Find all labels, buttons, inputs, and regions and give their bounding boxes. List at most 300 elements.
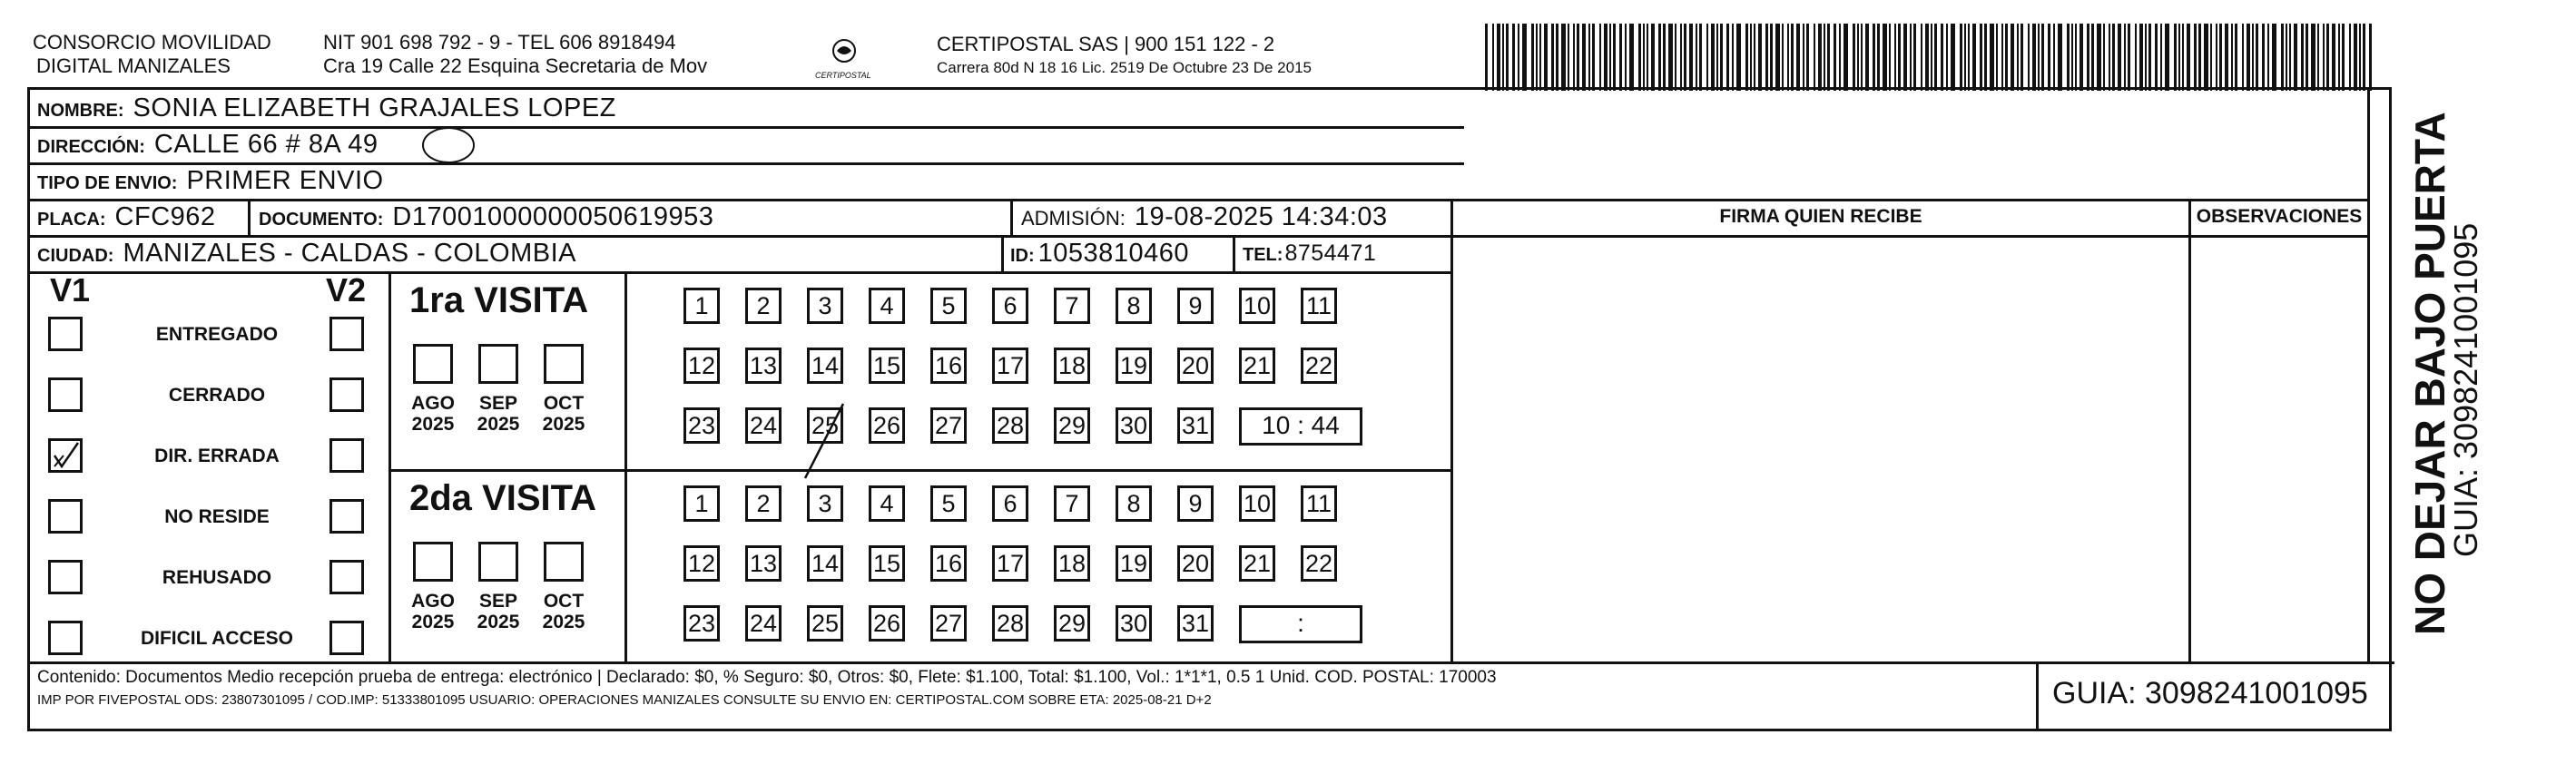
- documento-label: DOCUMENTO:: [259, 210, 384, 230]
- month-label: [404, 591, 462, 632]
- month-checkbox[interactable]: [544, 542, 584, 582]
- barcode-bar: [1531, 24, 1534, 91]
- barcode-bar: [1913, 24, 1916, 91]
- barcode-bar: [2067, 24, 2070, 91]
- barcode-bar: [2267, 24, 2269, 91]
- barcode-bar: [1647, 24, 1648, 91]
- barcode-bar: [2028, 24, 2030, 91]
- day-box[interactable]: 20: [1177, 348, 1214, 384]
- barcode-bar: [1711, 24, 1715, 91]
- barcode-bar: [1910, 24, 1912, 91]
- barcode-bar: [1582, 24, 1586, 91]
- month-label: [535, 393, 593, 435]
- barcode-bar: [1925, 24, 1929, 91]
- barcode-bar: [2252, 24, 2254, 91]
- barcode-bar: [1941, 24, 1943, 91]
- barcode-bar: [1551, 24, 1554, 91]
- day-box[interactable]: 27: [930, 407, 967, 444]
- barcode-bar: [2359, 24, 2361, 91]
- barcode-bar: [2301, 24, 2304, 91]
- barcode-bar: [1518, 24, 1519, 91]
- no-dejar-bajo-puerta-warning: NO DEJAR BAJO PUERTA: [2406, 112, 2453, 635]
- barcode-bar: [1824, 24, 1825, 91]
- barcode-bar: [2294, 24, 2297, 91]
- day-box[interactable]: 21: [1239, 545, 1275, 582]
- barcode-bar: [1497, 24, 1500, 91]
- col-divider: [2188, 199, 2191, 661]
- day-box[interactable]: 26: [869, 407, 905, 444]
- barcode-bar: [2160, 24, 2162, 91]
- barcode-bar: [1883, 24, 1887, 91]
- day-box[interactable]: 16: [930, 348, 967, 384]
- barcode-bar: [2323, 24, 2325, 91]
- month-year: 2025: [477, 612, 520, 632]
- row-divider: [30, 126, 1464, 129]
- barcode-bar: [2247, 24, 2250, 91]
- day-box[interactable]: 21: [1239, 348, 1275, 384]
- barcode-bar: [1796, 24, 1800, 91]
- month-year: 2025: [477, 414, 520, 435]
- row-divider: [30, 162, 1464, 165]
- barcode-bar: [2005, 24, 2008, 91]
- barcode-bar: [2071, 24, 2073, 91]
- barcode-bar: [1765, 24, 1768, 91]
- barcode-bar: [1803, 24, 1804, 91]
- barcode-bar: [2204, 24, 2208, 91]
- day-box[interactable]: 10: [1239, 288, 1275, 324]
- barcode-bar: [1663, 24, 1666, 91]
- v1-checkbox[interactable]: [48, 317, 83, 351]
- barcode-bar: [2124, 24, 2126, 91]
- barcode-bar: [1544, 24, 1548, 91]
- barcode-bar: [1972, 24, 1976, 91]
- courier-name: CERTIPOSTAL SAS | 900 151 122 - 2: [937, 33, 1275, 55]
- v1-label: V1: [50, 271, 91, 309]
- barcode-bar: [1787, 24, 1789, 91]
- visit-time-field[interactable]: 10 : 44: [1239, 407, 1362, 446]
- day-box[interactable]: 24: [745, 407, 782, 444]
- month-checkbox[interactable]: [413, 542, 453, 582]
- barcode-bar: [2174, 24, 2177, 91]
- day-box[interactable]: 11: [1301, 288, 1337, 324]
- month-checkbox[interactable]: [413, 344, 453, 384]
- barcode-bar: [1898, 24, 1901, 91]
- id-value: 1053810460: [1037, 239, 1189, 268]
- tel-value: 8754471: [1284, 240, 1377, 266]
- documento-field: [259, 202, 713, 232]
- observaciones-header: OBSERVACIONES: [2196, 206, 2363, 227]
- barcode-bar: [2155, 24, 2158, 91]
- company-address: Cra 19 Calle 22 Esquina Secretaria de Mov: [323, 54, 708, 77]
- company-name-line-1: CONSORCIO MOVILIDAD: [33, 31, 271, 54]
- day-box[interactable]: 2: [745, 288, 782, 324]
- barcode-bar: [1903, 24, 1907, 91]
- day-box[interactable]: 5: [930, 288, 967, 324]
- barcode-bar: [1857, 24, 1859, 91]
- day-box[interactable]: 22: [1301, 348, 1337, 384]
- check-mark-icon: [51, 441, 80, 470]
- placa-field: [37, 202, 216, 232]
- barcode-bar: [1782, 24, 1784, 91]
- month-name: AGO: [411, 591, 455, 612]
- ciudad-value: MANIZALES - CALDAS - COLOMBIA: [123, 239, 576, 268]
- day-box[interactable]: 30: [1116, 605, 1152, 642]
- day-box[interactable]: 17: [992, 348, 1028, 384]
- barcode-bar: [1960, 24, 1962, 91]
- barcode-bar: [2272, 24, 2276, 91]
- barcode-bar: [1512, 24, 1515, 91]
- barcode-bar: [1643, 24, 1645, 91]
- day-box[interactable]: 5: [930, 485, 967, 522]
- day-box[interactable]: 12: [683, 545, 720, 582]
- admision-value: 19-08-2025 14:34:03: [1134, 202, 1388, 231]
- day-box[interactable]: 6: [992, 485, 1028, 522]
- v2-checkbox[interactable]: [329, 438, 364, 473]
- barcode-bar: [1984, 24, 1987, 91]
- status-label: ENTREGADO: [155, 324, 279, 345]
- visit-time-field[interactable]: :: [1239, 605, 1362, 643]
- day-box[interactable]: 25: [807, 407, 843, 444]
- barcode-bar: [1980, 24, 1982, 91]
- barcode-bar: [2198, 24, 2201, 91]
- courier-logo-text: CERTIPOSTAL: [815, 71, 871, 80]
- day-box[interactable]: 23: [683, 407, 720, 444]
- month-divider: [624, 271, 627, 661]
- id-field: [1010, 239, 1189, 269]
- barcode-bar: [2338, 24, 2340, 91]
- barcode-bar: [2317, 24, 2319, 91]
- day-box[interactable]: 31: [1177, 605, 1214, 642]
- v2-checkbox[interactable]: [329, 621, 364, 655]
- day-box[interactable]: 28: [992, 605, 1028, 642]
- barcode-bar: [2091, 24, 2094, 91]
- barcode-bar: [2048, 24, 2050, 91]
- barcode-bar: [2225, 24, 2228, 91]
- status-label: DIR. ERRADA: [154, 446, 280, 466]
- v2-checkbox[interactable]: [329, 560, 364, 594]
- barcode-bar: [2011, 24, 2014, 91]
- barcode-bar: [1684, 24, 1686, 91]
- barcode-bar: [2087, 24, 2089, 91]
- id-label: ID:: [1010, 246, 1035, 266]
- barcode-bar: [1758, 24, 1762, 91]
- barcode-bar: [1658, 24, 1661, 91]
- v2-checkbox[interactable]: [329, 317, 364, 351]
- barcode-bar: [2342, 24, 2345, 91]
- barcode-bar: [2216, 24, 2217, 91]
- barcode-bar: [1736, 24, 1741, 91]
- day-box[interactable]: 26: [869, 605, 905, 642]
- day-box[interactable]: 16: [930, 545, 967, 582]
- barcode-bar: [1934, 24, 1937, 91]
- cell-divider: [1001, 235, 1004, 271]
- month-year: 2025: [542, 612, 585, 632]
- barcode-bar: [2210, 24, 2212, 91]
- day-box[interactable]: 2: [745, 485, 782, 522]
- day-box[interactable]: 25: [807, 605, 843, 642]
- day-box[interactable]: 27: [930, 605, 967, 642]
- day-box[interactable]: 3: [807, 288, 843, 324]
- day-box[interactable]: 20: [1177, 545, 1214, 582]
- barcode-bar: [1732, 24, 1734, 91]
- barcode-bar: [1556, 24, 1558, 91]
- day-box[interactable]: 22: [1301, 545, 1337, 582]
- barcode-bar: [1931, 24, 1932, 91]
- day-box[interactable]: 8: [1116, 288, 1152, 324]
- barcode-bar: [1706, 24, 1708, 91]
- side-guia: GUIA: 3098241001095: [2447, 222, 2484, 557]
- barcode-bar: [1696, 24, 1697, 91]
- barcode-bar: [2103, 24, 2105, 91]
- month-label: [469, 591, 527, 632]
- day-box[interactable]: 13: [745, 348, 782, 384]
- month-label: [469, 393, 527, 435]
- barcode-bar: [2194, 24, 2197, 91]
- v1-checkbox[interactable]: [48, 438, 83, 473]
- barcode-bar: [1894, 24, 1896, 91]
- barcode-bar: [1726, 24, 1729, 91]
- barcode-bar: [1968, 24, 1970, 91]
- month-name: OCT: [543, 393, 585, 414]
- footer-divider: [30, 661, 2394, 664]
- barcode-bar: [1865, 24, 1869, 91]
- barcode-bar: [2001, 24, 2003, 91]
- day-box[interactable]: 18: [1054, 348, 1090, 384]
- day-box[interactable]: 17: [992, 545, 1028, 582]
- day-box[interactable]: 10: [1239, 485, 1275, 522]
- barcode-bar: [1689, 24, 1693, 91]
- barcode-bar: [2242, 24, 2244, 91]
- day-box[interactable]: 14: [807, 348, 843, 384]
- barcode-bar: [1573, 24, 1575, 91]
- barcode-bar: [1990, 24, 1994, 91]
- barcode-bar: [1539, 24, 1541, 91]
- col-divider: [2367, 90, 2370, 661]
- barcode-bar: [1599, 24, 1601, 91]
- v2-checkbox[interactable]: [329, 377, 364, 412]
- day-box[interactable]: 13: [745, 545, 782, 582]
- barcode-bar: [1604, 24, 1608, 91]
- barcode-bar: [1754, 24, 1755, 91]
- barcode-bar: [1834, 24, 1836, 91]
- cell-divider: [1233, 235, 1235, 271]
- month-name: SEP: [478, 591, 518, 612]
- barcode-bar: [2182, 24, 2184, 91]
- admision-label: ADMISIÓN:: [1021, 207, 1126, 230]
- barcode-bar: [1996, 24, 1998, 91]
- barcode-bar: [2219, 24, 2222, 91]
- direccion-label: DIRECCIÓN:: [37, 137, 145, 157]
- barcode-bar: [1861, 24, 1863, 91]
- handwritten-circle-mark: [418, 124, 478, 166]
- day-box[interactable]: 19: [1116, 348, 1152, 384]
- month-checkbox[interactable]: [478, 344, 518, 384]
- month-name: SEP: [478, 393, 518, 414]
- v1-checkbox[interactable]: [48, 377, 83, 412]
- v1-checkbox[interactable]: [48, 621, 83, 655]
- day-box[interactable]: 4: [869, 485, 905, 522]
- day-box[interactable]: 1: [683, 288, 720, 324]
- month-checkbox[interactable]: [544, 344, 584, 384]
- day-box[interactable]: 9: [1177, 288, 1214, 324]
- barcode-bar: [2038, 24, 2040, 91]
- v2-checkbox[interactable]: [329, 499, 364, 534]
- visit-divider: [388, 469, 1452, 472]
- barcode-bar: [1951, 24, 1955, 91]
- month-year: 2025: [411, 612, 455, 632]
- ciudad-field: [37, 239, 576, 269]
- day-box[interactable]: 31: [1177, 407, 1214, 444]
- barcode-bar: [2326, 24, 2329, 91]
- day-box[interactable]: 9: [1177, 485, 1214, 522]
- day-box[interactable]: 7: [1054, 288, 1090, 324]
- day-box[interactable]: 30: [1116, 407, 1152, 444]
- barcode-bar: [2139, 24, 2143, 91]
- month-checkbox[interactable]: [478, 542, 518, 582]
- header-underline: [1453, 235, 2367, 238]
- delivery-form: [27, 87, 2392, 731]
- barcode-bar: [2256, 24, 2258, 91]
- day-box[interactable]: 7: [1054, 485, 1090, 522]
- barcode-bar: [1651, 24, 1655, 91]
- barcode-bar: [2165, 24, 2169, 91]
- month-label: [535, 591, 593, 632]
- barcode-bar: [2289, 24, 2291, 91]
- barcode-bar: [1827, 24, 1830, 91]
- day-box[interactable]: 19: [1116, 545, 1152, 582]
- barcode-bar: [1818, 24, 1822, 91]
- status-divider: [388, 271, 391, 661]
- day-box[interactable]: 15: [869, 348, 905, 384]
- barcode-bar: [2109, 24, 2110, 91]
- barcode-bar: [1889, 24, 1891, 91]
- barcode-bar: [2262, 24, 2265, 91]
- barcode-bar: [1775, 24, 1780, 91]
- barcode-bar: [1770, 24, 1773, 91]
- barcode-bar: [2286, 24, 2287, 91]
- cell-divider: [1010, 199, 1013, 235]
- barcode-bar: [2235, 24, 2237, 91]
- direccion-value: CALLE 66 # 8A 49: [153, 130, 379, 159]
- day-box[interactable]: 3: [807, 485, 843, 522]
- barcode-bar: [1625, 24, 1627, 91]
- ciudad-label: CIUDAD:: [37, 246, 114, 266]
- barcode-bar: [1577, 24, 1579, 91]
- barcode-bar: [1873, 24, 1875, 91]
- barcode-bar: [1946, 24, 1948, 91]
- barcode-bar: [1675, 24, 1676, 91]
- admision-field: [1021, 202, 1388, 232]
- footer-guia: GUIA: 3098241001095: [2052, 676, 2368, 710]
- tipo-envio-field: [37, 166, 384, 196]
- barcode-bar: [1506, 24, 1509, 91]
- row-divider: [30, 271, 1452, 274]
- day-box[interactable]: 18: [1054, 545, 1090, 582]
- tipo-envio-value: PRIMER ENVIO: [186, 166, 384, 195]
- barcode-bar: [2281, 24, 2284, 91]
- barcode-bar: [2118, 24, 2121, 91]
- tipo-envio-label: TIPO DE ENVIO:: [37, 173, 178, 193]
- barcode-bar: [1485, 24, 1488, 91]
- day-box[interactable]: 14: [807, 545, 843, 582]
- barcode-bar: [2041, 24, 2044, 91]
- day-box[interactable]: 29: [1054, 407, 1090, 444]
- courier-logo: [817, 33, 871, 87]
- cell-divider: [248, 199, 251, 235]
- month-name: AGO: [411, 393, 455, 414]
- barcode-bar: [1844, 24, 1848, 91]
- placa-value: CFC962: [114, 202, 216, 231]
- day-box[interactable]: 6: [992, 288, 1028, 324]
- barcode-bar: [2097, 24, 2101, 91]
- day-box[interactable]: 4: [869, 288, 905, 324]
- day-box[interactable]: 24: [745, 605, 782, 642]
- day-box[interactable]: 29: [1054, 605, 1090, 642]
- tel-field: [1243, 240, 1376, 267]
- barcode-bar: [1814, 24, 1815, 91]
- day-box[interactable]: 8: [1116, 485, 1152, 522]
- barcode-bar: [1921, 24, 1922, 91]
- barcode-bar: [1699, 24, 1702, 91]
- day-box[interactable]: 12: [683, 348, 720, 384]
- barcode-bar: [2079, 24, 2083, 91]
- barcode-bar: [1522, 24, 1527, 91]
- v2-label: V2: [326, 271, 367, 309]
- barcode-bar: [1791, 24, 1794, 91]
- barcode-bar: [2112, 24, 2115, 91]
- barcode-bar: [1750, 24, 1752, 91]
- day-box[interactable]: 1: [683, 485, 720, 522]
- barcode-bar: [2075, 24, 2077, 91]
- barcode-bar: [1492, 24, 1494, 91]
- barcode-bar: [1619, 24, 1622, 91]
- barcode-bar: [2354, 24, 2357, 91]
- day-crossed-mark: [798, 398, 852, 485]
- barcode-bar: [1720, 24, 1723, 91]
- placa-label: PLACA:: [37, 210, 106, 230]
- barcode-bar: [1716, 24, 1718, 91]
- barcode-bar: [2058, 24, 2062, 91]
- barcode-bar: [2032, 24, 2036, 91]
- status-label: CERRADO: [168, 385, 266, 406]
- month-name: OCT: [543, 591, 585, 612]
- barcode-bar: [2306, 24, 2308, 91]
- day-box[interactable]: 28: [992, 407, 1028, 444]
- month-year: 2025: [542, 414, 585, 435]
- day-box[interactable]: 23: [683, 605, 720, 642]
- day-box[interactable]: 15: [869, 545, 905, 582]
- nombre-field: [37, 93, 616, 123]
- barcode-bar: [1964, 24, 1966, 91]
- barcode: [1485, 24, 2374, 91]
- barcode-bar: [1680, 24, 1682, 91]
- month-label: [404, 393, 462, 435]
- status-label: NO RESIDE: [164, 506, 270, 527]
- day-box[interactable]: 11: [1301, 485, 1337, 522]
- nombre-value: SONIA ELIZABETH GRAJALES LOPEZ: [133, 93, 616, 122]
- barcode-bar: [2128, 24, 2130, 91]
- v1-checkbox[interactable]: [48, 499, 83, 534]
- barcode-bar: [1502, 24, 1504, 91]
- footer-content-line: Contenido: Documentos Medio recepción prueba de entrega: electrónico | Declarado: $0, % Seguro: $0, Otros: $0, Flete: $1.100, Total: $1.100, Vol.: 1*1*1, 0.5 1 Unid. COD. POSTAL: 170003: [37, 668, 1497, 687]
- status-label: REHUSADO: [162, 567, 272, 588]
- barcode-bar: [2332, 24, 2335, 91]
- barcode-bar: [2053, 24, 2055, 91]
- barcode-bar: [2020, 24, 2023, 91]
- v1-checkbox[interactable]: [48, 560, 83, 594]
- barcode-bar: [1609, 24, 1611, 91]
- barcode-bar: [2145, 24, 2147, 91]
